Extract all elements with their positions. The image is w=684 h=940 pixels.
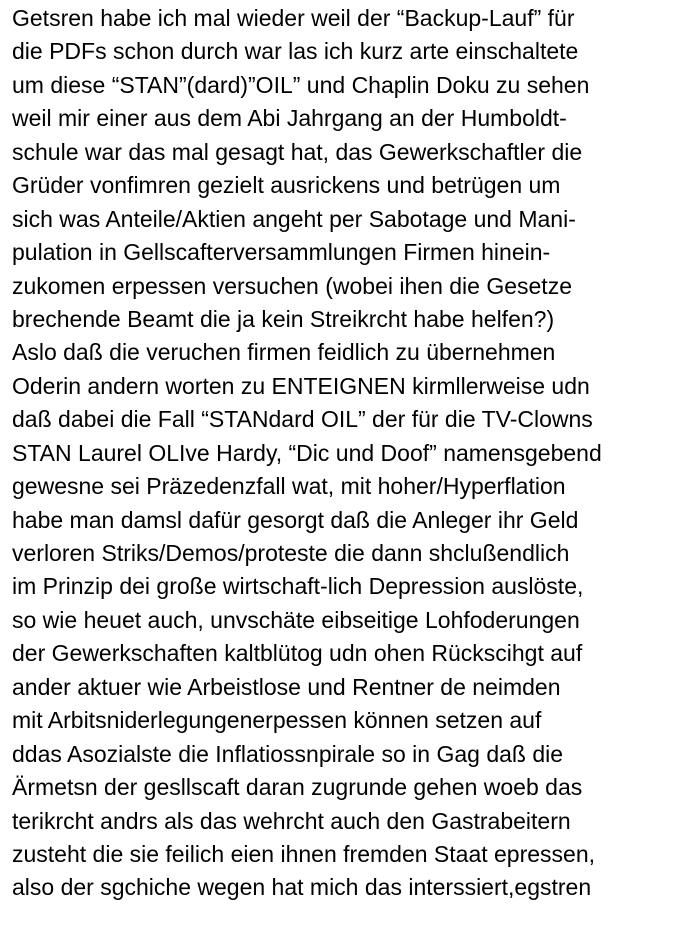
text-line: STAN Laurel OLIve Hardy, “Dic und Doof” namensgebend [12,439,602,466]
text-line: Oderin andern worten zu ENTEIGNEN kirmllerweise udn [12,372,590,399]
text-line: zukomen erpessen versuchen (wobei ihen die Gesetze [12,272,572,299]
text-line: weil mir einer aus dem Abi Jahrgang an der Humboldt- [12,105,567,132]
text-line: zusteht die sie feilich eien ihnen fremden Staat epressen, [12,840,596,867]
text-line: schule war das mal gesagt hat, das Gewerkschaftler die [12,138,583,165]
text-line: also der sgchiche wegen hat mich das interssiert,egstren [12,874,592,901]
text-line: Ärmetsn der gesllscaft daran zugrunde gehen woeb das [12,774,583,801]
text-line: terikrcht andrs als das wehrcht auch den Gastrabeitern [12,807,571,834]
text-line: um diese “STAN”(dard)”OIL” und Chaplin Doku zu sehen [12,71,590,98]
text-line: ddas Asozialste die Inflatiossnpirale so in Gag daß die [12,740,564,767]
text-line: verloren Striks/Demos/proteste die dann shclußendlich [12,540,570,566]
body-text [12,2,680,905]
text-line: mit Arbitsniderlegungenerpessen können setzen auf [12,707,542,734]
text-line: der Gewerkschaften kaltblütog udn ohen Rückscihgt auf [12,640,583,667]
text-line: pulation in Gellscafterversammlungen Firmen hinein- [12,239,551,266]
text-line: im Prinzip dei große wirtschaft-lich Depression auslöste, [12,573,584,600]
text-line: daß dabei die Fall “STANdard OIL” der für die TV-Clowns [12,406,593,433]
text-line: brechende Beamt die ja kein Streikrcht habe helfen?) [12,305,555,332]
text-line: habe man damsl dafür gesorgt daß die Anleger ihr Geld [12,506,579,533]
text-line: gewesne sei Präzedenzfall wat, mit hoher/Hyperflation [12,473,566,500]
text-line: ander aktuer wie Arbeistlose und Rentner de neimden [12,673,561,700]
text-line: die PDFs schon durch war las ich kurz arte einschaltete [12,38,579,65]
text-line: Aslo daß die veruchen firmen feidlich zu übernehmen [12,339,556,366]
text-line: Grüder vonfimren gezielt ausrickens und betrügen um [12,172,561,199]
text-line: Getsren habe ich mal wieder weil der “Backup-Lauf” für [12,5,575,31]
text-line: sich was Anteile/Aktien angeht per Sabotage und Mani- [12,205,576,232]
text-line: so wie heuet auch, unvschäte eibseitige Lohfoderungen [12,606,580,633]
